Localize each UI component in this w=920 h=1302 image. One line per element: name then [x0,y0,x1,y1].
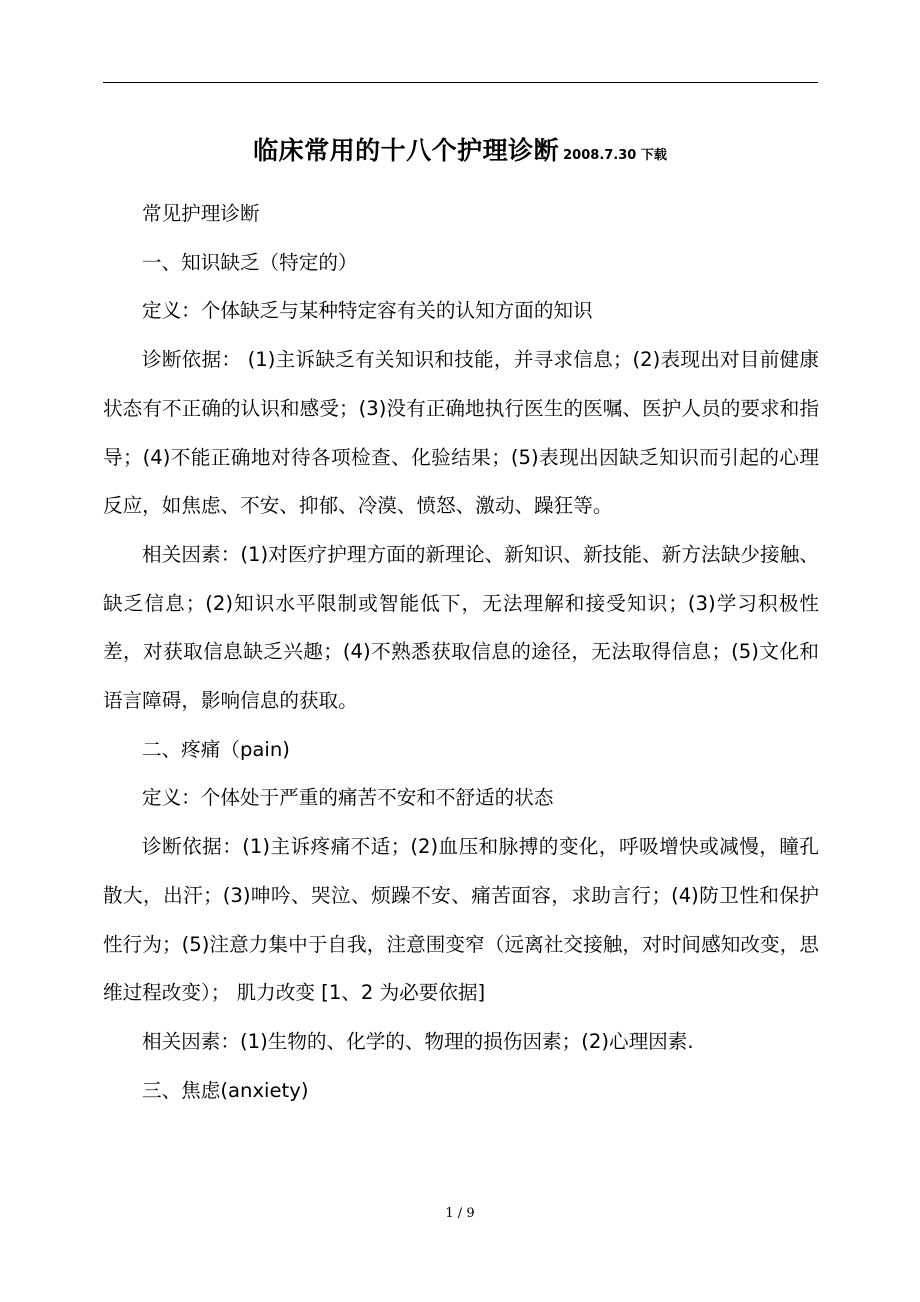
section-heading-knowledge-deficit: 一、知识缺乏（特定的） [142,250,358,274]
page-number: 1 / 9 [445,1206,475,1221]
header-rule [103,82,818,83]
section-heading-anxiety: 三、焦虑(anxiety) [142,1078,309,1102]
section-heading-pain: 二、疼痛（pain) [142,737,290,761]
pain-definition: 定义：个体处于严重的痛苦不安和不舒适的状态 [142,786,554,810]
document-body [103,190,819,1115]
title-main: 临床常用的十八个护理诊断 [253,136,560,165]
document-title [0,134,920,173]
pain-factors: 相关因素：(1)生物的、化学的、物理的损伤因素；(2)心理因素. [142,1029,694,1053]
title-date: 2008.7.30 下载 [563,148,667,163]
pain-criteria: 诊断依据：(1)主诉疼痛不适；(2)血压和脉搏的变化，呼吸增快或减慢，瞳孔散大，出汗；(3)呻吟、哭泣、烦躁不安、痛苦面容，求助言行；(4)防卫性和保护性行为；(5)注意力集中于自我，注意围变窄（远离社交接触，对时间感知改变，思维过程改变）； 肌力改变 [1、2 为必要依据] [103,835,819,1005]
heading-common-diagnoses: 常见护理诊断 [142,202,260,225]
knowledge-deficit-criteria: 诊断依据： (1)主诉缺乏有关知识和技能，并寻求信息；(2)表现出对目前健康状态有不正确的认识和感受；(3)没有正确地执行医生的医嘱、医护人员的要求和指导；(4)不能正确地对待各项检查、化验结果；(5)表现出因缺乏知识而引起的心理反应，如焦虑、不安、抑郁、冷漠、愤怒、激动、躁狂等。 [103,348,819,518]
knowledge-deficit-definition: 定义：个体缺乏与某种特定容有关的认知方面的知识 [142,299,593,323]
knowledge-deficit-factors: 相关因素：(1)对医疗护理方面的新理论、新知识、新技能、新方法缺少接触、缺乏信息；(2)知识水平限制或智能低下，无法理解和接受知识；(3)学习积极性差，对获取信息缺乏兴趣；(4)不熟悉获取信息的途径，无法取得信息；(5)文化和语言障碍，影响信息的获取。 [103,542,819,713]
